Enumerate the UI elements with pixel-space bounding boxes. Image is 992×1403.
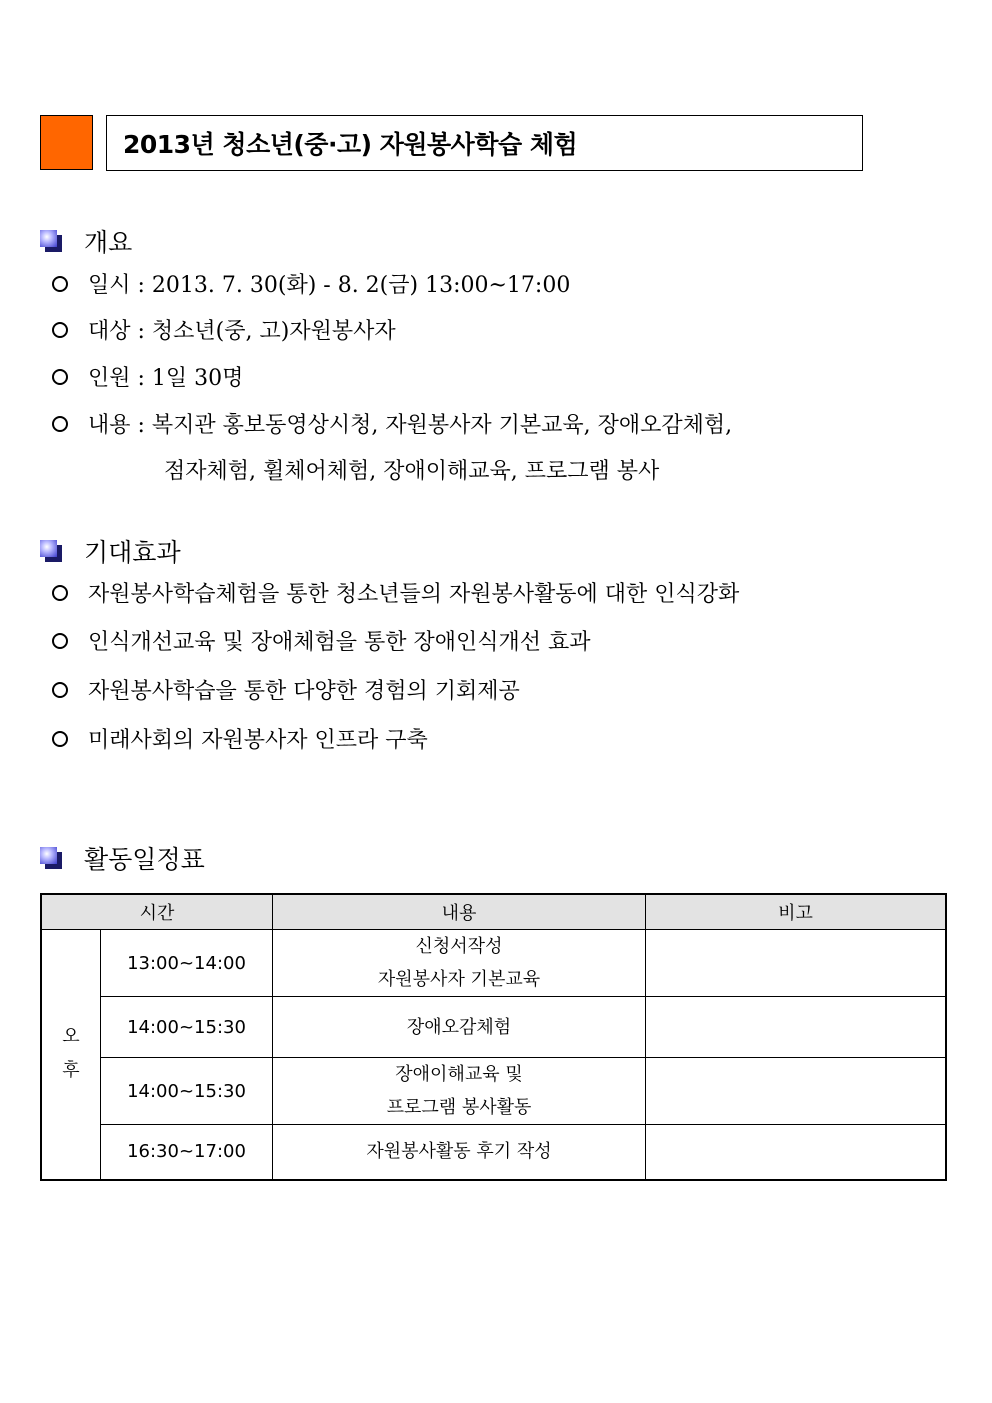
- note-cell: [646, 930, 947, 997]
- header-time: 시간: [41, 894, 273, 930]
- overview-target-text: 대상 : 청소년(중, 고)자원봉사자: [88, 319, 396, 344]
- effect-text: 자원봉사학습을 통한 다양한 경험의 기회제공: [88, 679, 520, 704]
- section-effects-heading: [40, 533, 181, 569]
- content-cell: [273, 1058, 646, 1125]
- content-line: 장애오감체험: [406, 1016, 512, 1038]
- overview-date-text: 일시 : 2013. 7. 30(화) - 8. 2(금) 13:00~17:00: [88, 273, 571, 298]
- content-cell: [273, 930, 646, 997]
- section-schedule-heading: [40, 840, 205, 876]
- overview-date: [52, 268, 570, 299]
- header-note: 비고: [646, 894, 947, 930]
- circle-bullet-icon: [52, 276, 68, 292]
- circle-bullet-icon: [52, 682, 68, 698]
- content-line: 자원봉사자 기본교육: [377, 969, 541, 990]
- title-text: 2013년 청소년(중·고) 자원봉사학습 체험: [123, 130, 578, 159]
- document-title: [106, 115, 863, 171]
- schedule-table: [40, 893, 947, 1181]
- content-line: 자원봉사활동 후기 작성: [366, 1141, 552, 1163]
- content-cell: [273, 997, 646, 1058]
- section-title: 개요: [84, 228, 133, 257]
- table-row: [41, 930, 946, 997]
- square-bullet-icon: [40, 230, 62, 252]
- table-row: [41, 997, 946, 1058]
- period-cell: [41, 930, 101, 1180]
- time-cell: 14:00~15:30: [101, 997, 273, 1058]
- circle-bullet-icon: [52, 731, 68, 747]
- effect-text: 인식개선교육 및 장애체험을 통한 장애인식개선 효과: [88, 630, 591, 655]
- table-row: [41, 1125, 946, 1180]
- section-title: 활동일정표: [84, 845, 205, 874]
- time-cell: 13:00~14:00: [101, 930, 273, 997]
- note-cell: [646, 1058, 947, 1125]
- effect-item: [52, 625, 591, 656]
- effect-text: 자원봉사학습체험을 통한 청소년들의 자원봉사활동에 대한 인식강화: [88, 582, 740, 607]
- overview-content: [52, 408, 732, 439]
- circle-bullet-icon: [52, 369, 68, 385]
- time-cell: 14:00~15:30: [101, 1058, 273, 1125]
- circle-bullet-icon: [52, 416, 68, 432]
- circle-bullet-icon: [52, 633, 68, 649]
- content-line: 프로그램 봉사활동: [386, 1097, 532, 1118]
- effect-item: [52, 577, 739, 608]
- period-char: 오: [62, 1026, 80, 1048]
- table-row: [41, 1058, 946, 1125]
- effect-item: [52, 723, 428, 754]
- overview-content-line2: 점자체험, 휠체어체험, 장애이해교육, 프로그램 봉사: [164, 459, 660, 484]
- effect-text: 미래사회의 자원봉사자 인프라 구축: [88, 728, 428, 753]
- note-cell: [646, 997, 947, 1058]
- time-cell: 16:30~17:00: [101, 1125, 273, 1180]
- period-char: 후: [62, 1060, 80, 1082]
- title-accent-square: [40, 115, 93, 170]
- content-line: 장애이해교육 및: [395, 1064, 523, 1085]
- section-overview-heading: [40, 223, 132, 259]
- circle-bullet-icon: [52, 322, 68, 338]
- section-title: 기대효과: [84, 538, 181, 567]
- header-content: 내용: [273, 894, 646, 930]
- content-cell: [273, 1125, 646, 1180]
- overview-people-text: 인원 : 1일 30명: [88, 366, 244, 391]
- overview-content-line1: 내용 : 복지관 홍보동영상시청, 자원봉사자 기본교육, 장애오감체험,: [88, 413, 733, 438]
- overview-target: [52, 314, 396, 345]
- overview-people: [52, 361, 243, 392]
- square-bullet-icon: [40, 540, 62, 562]
- note-cell: [646, 1125, 947, 1180]
- table-header-row: [41, 894, 946, 930]
- square-bullet-icon: [40, 847, 62, 869]
- content-line: 신청서작성: [415, 936, 503, 957]
- effect-item: [52, 674, 520, 705]
- circle-bullet-icon: [52, 585, 68, 601]
